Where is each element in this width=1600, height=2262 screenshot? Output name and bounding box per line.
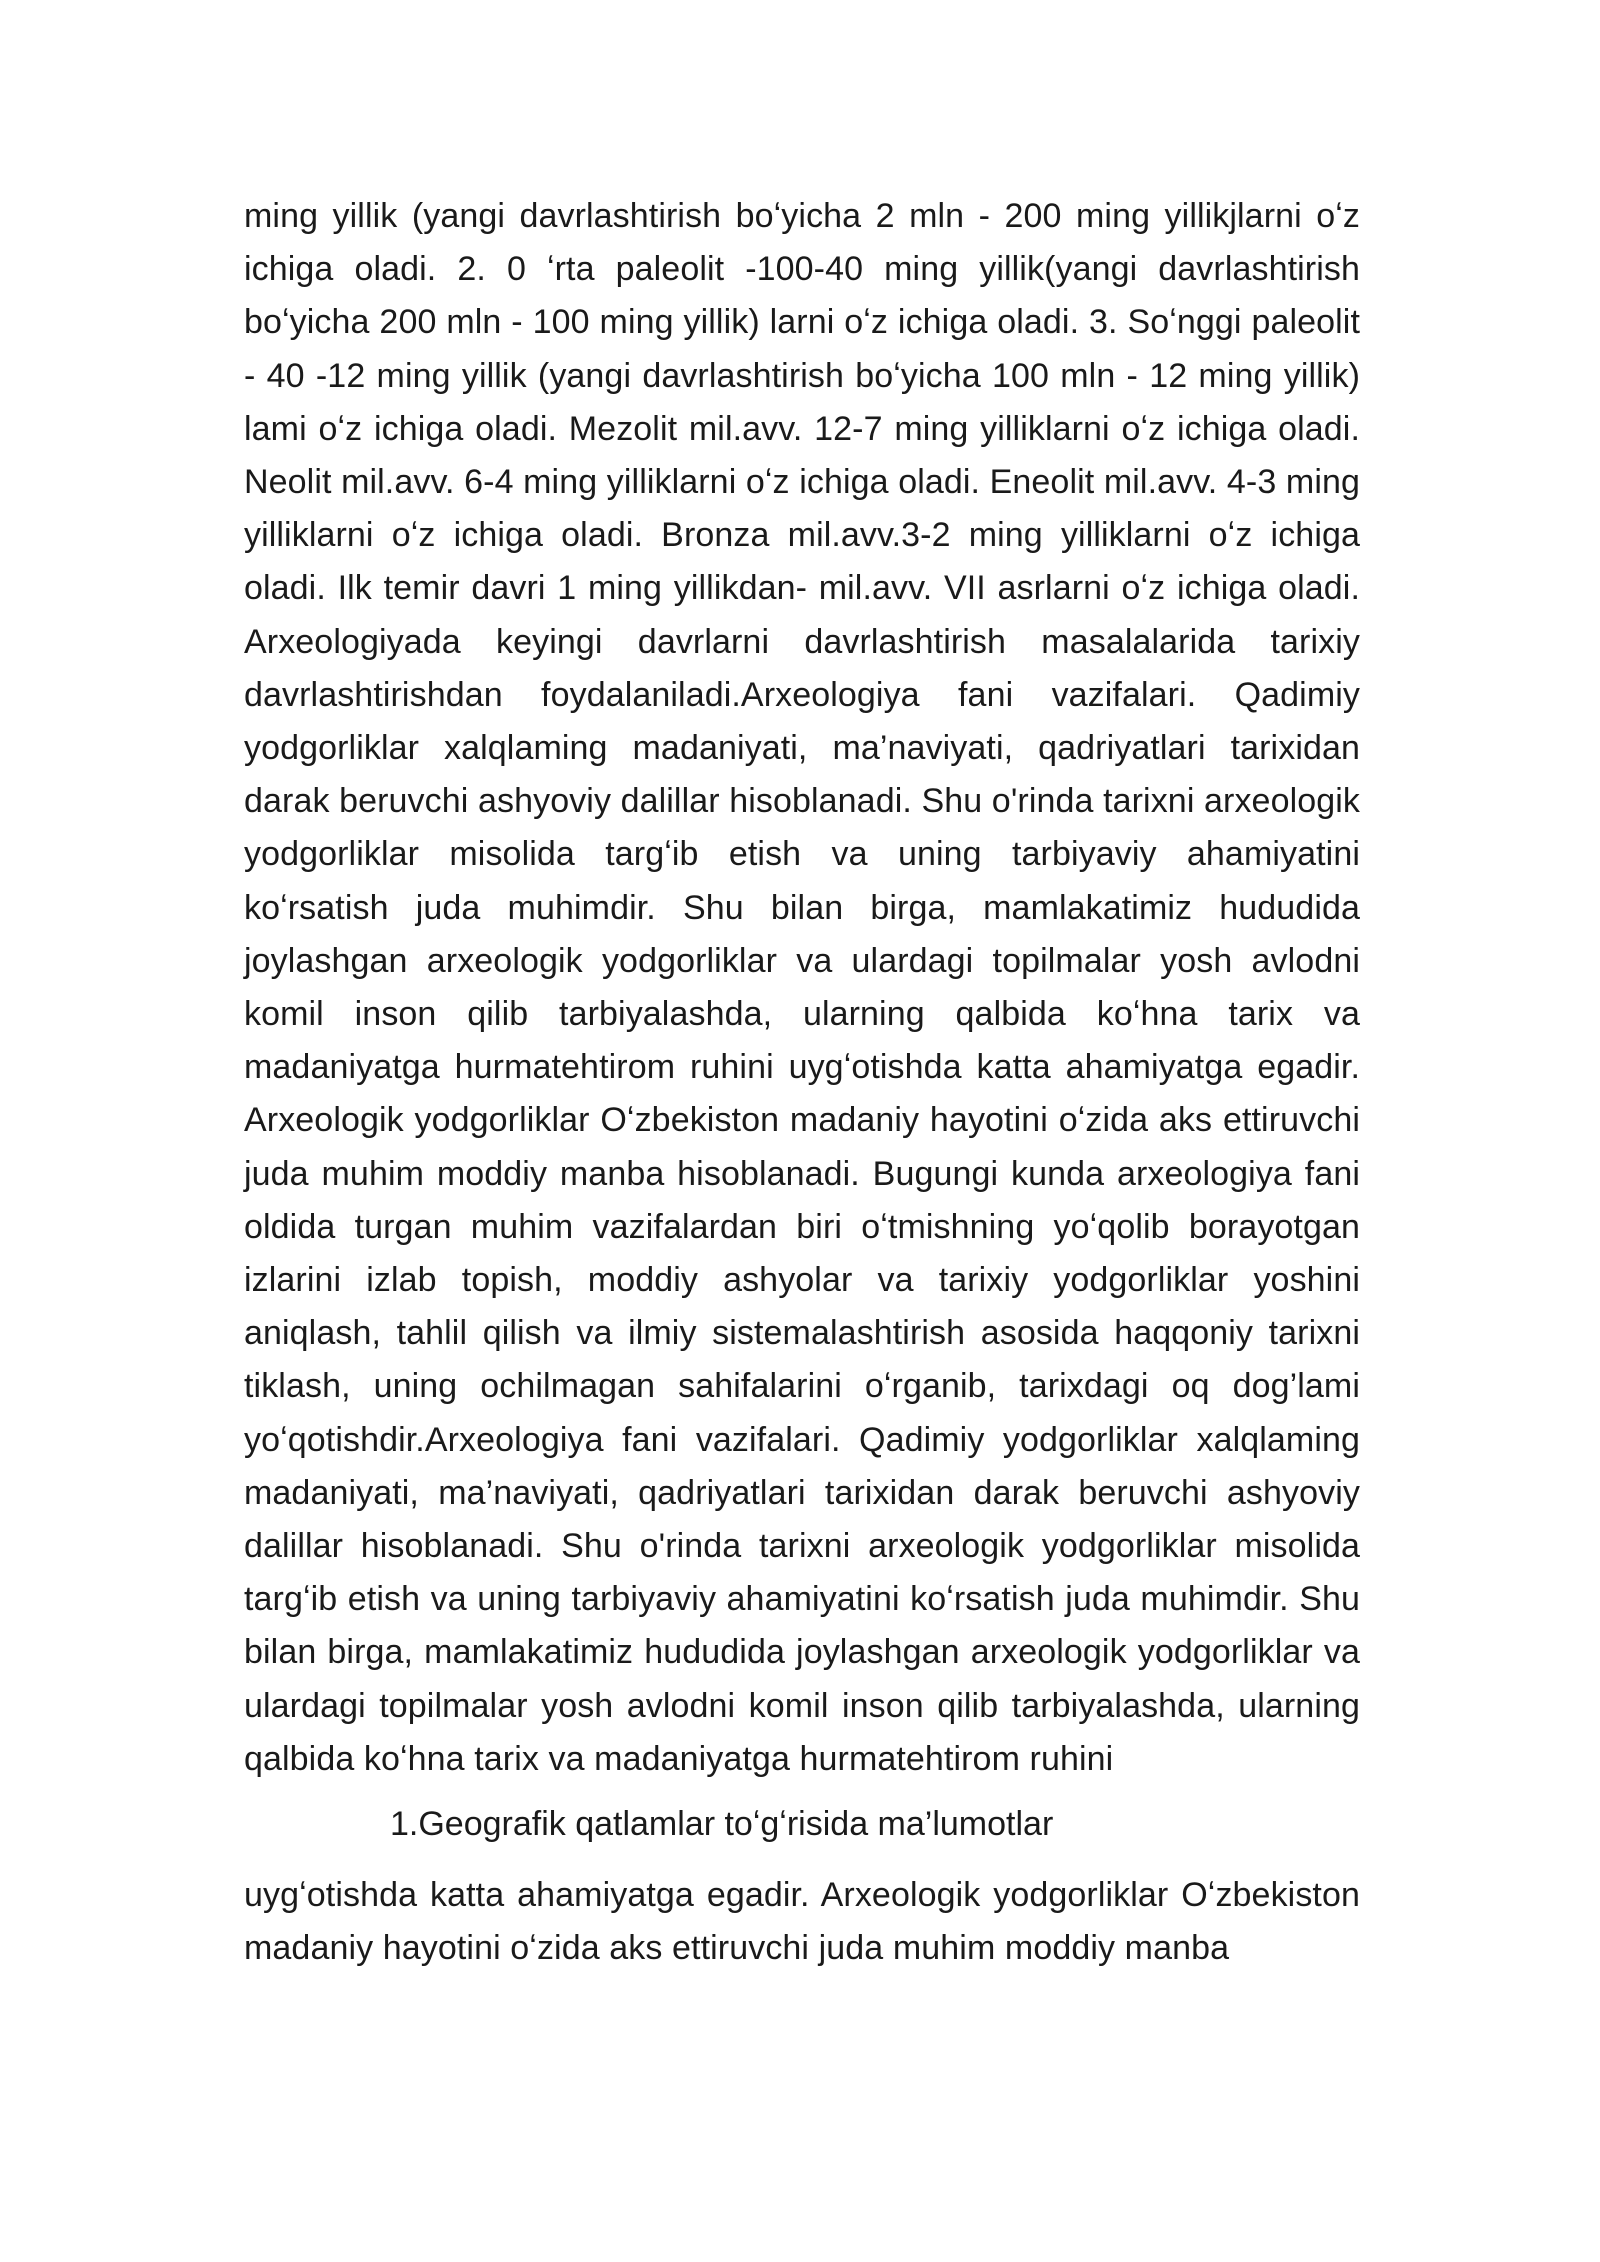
body-paragraph: ming yillik (yangi davrlashtirish boʻyicha 2 mln - 200 ming yillikjlarni oʻz ichiga oladi. 2. 0 ʻrta paleolit -100-40 ming yillik(yangi davrlashtirish boʻyicha 200 mln - 100 ming yillik) larni oʻz ichiga oladi. 3. Soʻnggi paleolit - 40 -12 ming yillik (yangi davrlashtirish boʻyicha 100 mln - 12 ming yillik) lami oʻz ichiga oladi. Mezolit mil.avv. 12-7 ming yilliklarni oʻz ichiga oladi. Neolit mil.avv. 6-4 ming yilliklarni oʻz ichiga oladi. Eneolit mil.avv. 4-3 ming yilliklarni oʻz ichiga oladi. Bronza mil.avv.3-2 ming yilliklarni oʻz ichiga oladi. Ilk temir davri 1 ming yillikdan- mil.avv. VII asrlarni oʻz ichiga oladi. Arxeologiyada keyingi davrlarni davrlashtirish masalalarida tarixiy davrlashtirishdan foydalaniladi.Arxeologiya fani vazifalari. Qadimiy yodgorliklar xalqlaming madaniyati, ma’naviyati, qadriyatlari tarixidan darak beruvchi ashyoviy dalillar hisoblanadi. Shu o'rinda tarixni arxeologik yodgorliklar misolida targʻib etish va uning tarbiyaviy ahamiyatini koʻrsatish juda muhimdir. Shu bilan birga, mamlakatimiz hududida joylashgan arxeologik yodgorliklar va ulardagi topilmalar yosh avlodni komil inson qilib tarbiyalashda, ularning qalbida koʻhna tarix va madaniyatga hurmatehtirom ruhini uygʻotishda katta ahamiyatga egadir. Arxeologik yodgorliklar Oʻzbekiston madaniy hayotini oʻzida aks ettiruvchi juda muhim moddiy manba hisoblanadi. Bugungi kunda arxeologiya fani oldida turgan muhim vazifalardan biri oʻtmishning yoʻqolib borayotgan izlarini izlab topish, moddiy ashyolar va tarixiy yodgorliklar yoshini aniqlash, tahlil qilish va ilmiy sistemalashtirish asosida haqqoniy tarixni tiklash, uning ochilmagan sahifalarini oʻrganib, tarixdagi oq dog’lami yoʻqotishdir.Arxeologiya fani vazifalari. Qadimiy yodgorliklar xalqlaming madaniyati, ma’naviyati, qadriyatlari tarixidan darak beruvchi ashyoviy dalillar hisoblanadi. Shu o'rinda tarixni arxeologik yodgorliklar misolida targʻib etish va uning tarbiyaviy ahamiyatini koʻrsatish juda muhimdir. Shu bilan birga, mamlakatimiz hududida joylashgan arxeologik yodgorliklar va ulardagi topilmalar yosh avlodni komil inson qilib tarbiyalashda, ularning qalbida koʻhna tarix va madaniyatga hurmatehtirom ruhini	[244, 197, 1360, 1778]
body-paragraph-continued: uygʻotishda katta ahamiyatga egadir. Arxeologik yodgorliklar Oʻzbekiston madaniy hayotini oʻzida aks ettiruvchi juda muhim moddiy manba	[244, 1876, 1360, 1968]
section-heading: 1.Geografik qatlamlar toʻgʻrisida ma’lumotlar	[390, 1805, 1054, 1844]
document-page	[244, 190, 1360, 1976]
